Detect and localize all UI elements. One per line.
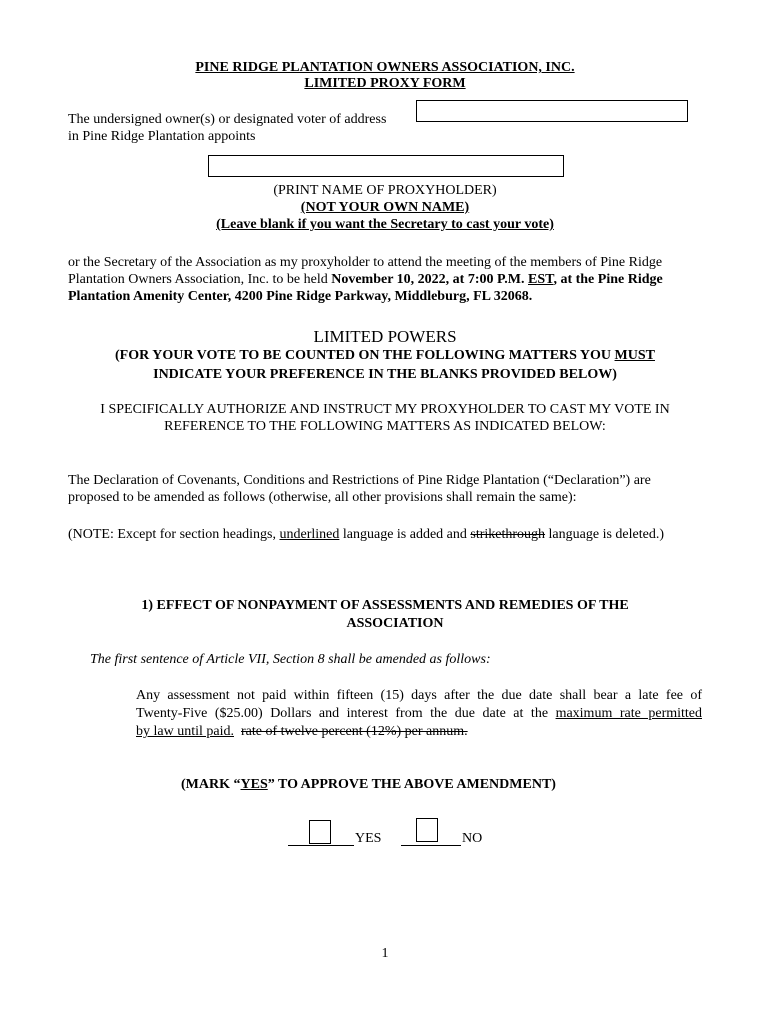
note-text-a: (NOTE: Except for section headings, [68,527,280,542]
address-field[interactable] [416,100,688,122]
no-checkbox[interactable] [416,818,438,842]
form-title: LIMITED PROXY FORM [304,76,466,91]
section-1-instruction: The first sentence of Article VII, Section 8 shall be amended as follows: [90,652,491,667]
limited-powers-subheading-2: INDICATE YOUR PREFERENCE IN THE BLANKS PROVIDED BELOW) [153,367,617,382]
limited-powers-heading: LIMITED POWERS [313,327,457,346]
proxyholder-caption: (PRINT NAME OF PROXYHOLDER) [273,183,497,198]
amendment-text-plain: Twenty-Five ($25.00) Dollars and interest from the due date at the [136,706,556,721]
note-strikethrough-sample: strikethrough [470,527,546,542]
mark-yes-instruction [181,776,556,794]
meeting-line-2-plain: Plantation Owners Association, Inc. to be held [68,272,332,287]
yes-checkbox[interactable] [309,820,331,844]
mark-instruction-a: (MARK “ [181,777,241,792]
section-1-heading-line-1: 1) EFFECT OF NONPAYMENT OF ASSESSMENTS AND REMEDIES OF THE [141,598,629,613]
intro-line-1: The undersigned owner(s) or designated voter of address [68,112,387,127]
amendment-added-text-1: maximum rate permitted [555,706,702,721]
meeting-date-time: November 10, 2022, at 7:00 P.M. [331,272,528,287]
mark-instruction-yes: YES [240,777,268,792]
note-underlined-sample: underlined [279,527,340,542]
authorization-line-1: I SPECIFICALLY AUTHORIZE AND INSTRUCT MY PROXYHOLDER TO CAST MY VOTE IN [100,402,670,417]
mark-instruction-b: ” TO APPROVE THE ABOVE AMENDMENT) [267,777,556,792]
amendment-text-line-1: Any assessment not paid within fifteen (15) days after the due date shall bear a late fee of [136,688,702,703]
not-own-name-note: (NOT YOUR OWN NAME) [300,200,470,215]
amendment-text-line-2 [136,705,702,723]
no-blank-line [401,845,461,846]
page-number: 1 [381,946,389,961]
amendment-note [68,526,664,544]
meeting-location-start: , at the Pine Ridge [553,272,663,287]
note-text-b: language is added and [339,527,471,542]
note-text-c: language is deleted.) [545,527,664,542]
meeting-line-1: or the Secretary of the Association as my proxyholder to attend the meeting of the members of Pine Ridge [68,255,663,270]
meeting-line-3: Plantation Amenity Center, 4200 Pine Ridge Parkway, Middleburg, FL 32068. [68,289,533,304]
no-label: NO [462,831,483,846]
amendment-deleted-text: rate of twelve percent (12%) per annum. [241,724,468,739]
declaration-line-2: proposed to be amended as follows (otherwise, all other provisions shall remain the same): [68,490,577,505]
subheading-text: (FOR YOUR VOTE TO BE COUNTED ON THE FOLLOWING MATTERS YOU [115,348,615,363]
leave-blank-note: (Leave blank if you want the Secretary to cast your vote) [216,217,554,232]
organization-name: PINE RIDGE PLANTATION OWNERS ASSOCIATION, INC. [195,60,575,75]
must-emphasis: MUST [614,348,655,363]
authorization-line-2: REFERENCE TO THE FOLLOWING MATTERS AS INDICATED BELOW: [164,419,606,434]
meeting-line-2 [68,271,663,289]
meeting-timezone: EST [528,272,554,287]
section-1-heading-line-2: ASSOCIATION [346,616,444,631]
declaration-line-1: The Declaration of Covenants, Conditions and Restrictions of Pine Ridge Plantation (“Declaration”) are [68,473,651,488]
limited-powers-subheading-1 [0,347,770,365]
intro-line-2: in Pine Ridge Plantation appoints [68,129,256,144]
proxyholder-name-field[interactable] [208,155,564,177]
amendment-added-text-2: by law until paid. [136,724,234,739]
amendment-text-line-3 [136,723,468,741]
yes-blank-line [288,845,354,846]
yes-label: YES [355,831,382,846]
